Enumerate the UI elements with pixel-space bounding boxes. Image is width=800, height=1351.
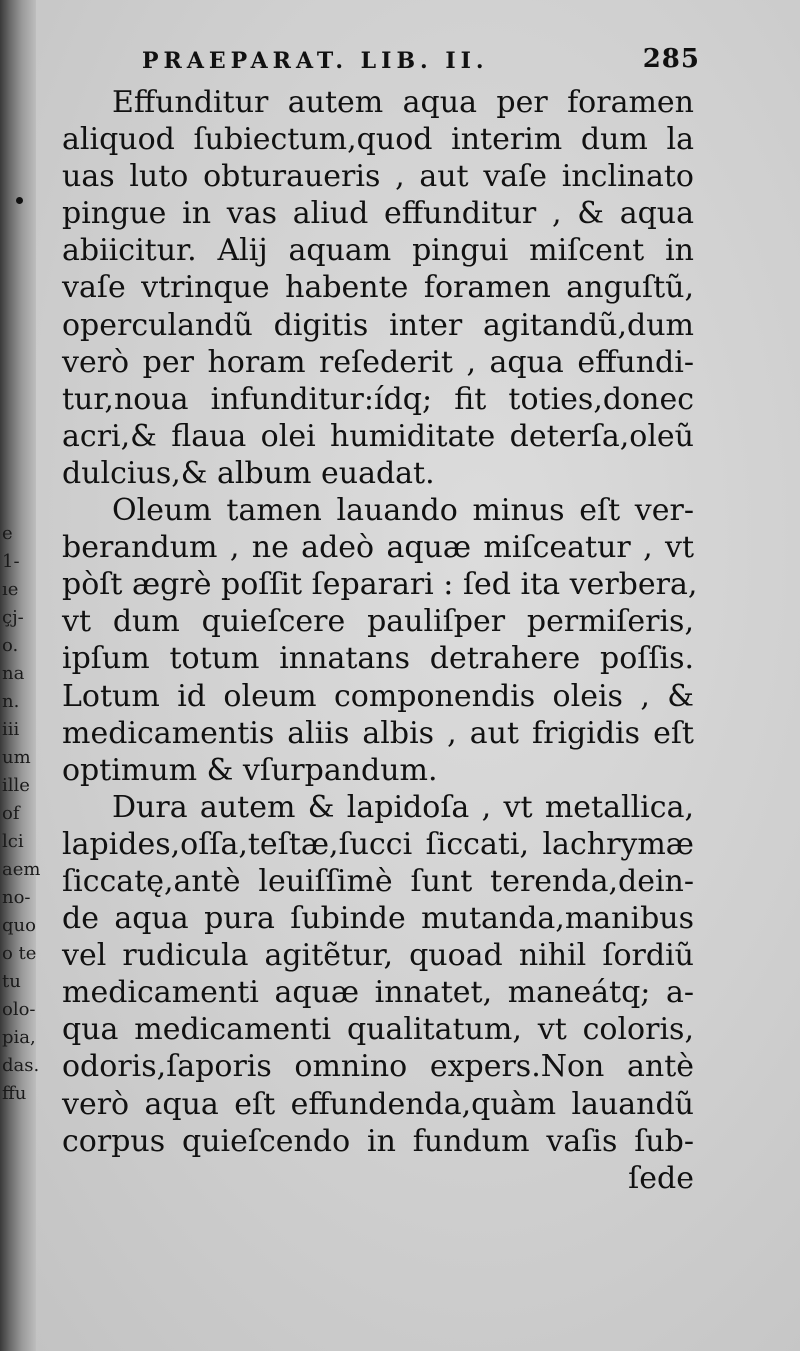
text-line: uas luto obturaueris , aut vaſe inclinato [62,159,694,195]
text-line: vt dum quieſcere pauliſper permiſeris, [62,604,694,640]
text-line: abiicitur. Alij aquam pingui miſcent in [62,233,694,269]
gutter-fragment: iii [2,719,20,740]
gutter-fragment: ffu [2,1083,27,1104]
gutter-fragment: das. [2,1055,40,1076]
running-head [62,40,712,84]
running-head-title: PRAEPARAT. LIB. II. [142,48,489,74]
text-line: pingue in vas aliud effunditur , & aqua [62,196,694,232]
text-line: pòſt ægrè poſſit ſeparari : ſed ita verbera, [62,567,698,603]
gutter-fragment: pia, [2,1027,36,1048]
gutter-fragment: olo- [2,999,36,1020]
text-line: acri,& flaua olei humiditate deterſa,oleũ [62,418,694,454]
gutter-fragment: aem [2,859,41,880]
page-number: 285 [642,44,700,74]
text-line: tur,noua infunditur:ídq; fit toties,donec [62,381,694,417]
text-line: corpus quieſcendo in fundum vaſis ſub- [62,1123,694,1159]
text-line: lapides,oſſa,teſtæ,ſucci ſiccati, lachrymæ [62,826,694,862]
text-line: Oleum tamen lauando minus eſt ver- [112,493,694,529]
text-line: medicamenti aquæ innatet, maneátq; a- [62,975,694,1011]
text-line: medicamentis aliis albis , aut frigidis eſt [62,715,694,751]
gutter-fragment: tu [2,971,21,992]
book-page [62,40,712,1197]
text-line: berandum , ne adeò aquæ miſceatur , vt [62,530,694,566]
text-line: vel rudicula agitẽtur, quoad nihil ſordiũ [62,938,694,974]
gutter-fragment: o te [2,943,37,964]
body-text [62,84,712,1197]
text-line: aliquod ſubiectum,quod interim dum la [62,122,694,158]
gutter-fragment: of [2,803,20,824]
text-line: Effunditur autem aqua per foramen [112,85,694,120]
gutter-fragment: na [2,663,25,684]
text-line: verò aqua eſt effundenda,quàm lauandũ [62,1086,694,1122]
text-line: ipſum totum innatans detrahere poſſis. [62,641,694,677]
gutter-fragment: n. [2,691,20,712]
text-line: operculandũ digitis inter agitandũ,dum [62,307,694,343]
gutter-fragment: um [2,747,31,768]
text-line: qua medicamenti qualitatum, vt coloris, [62,1012,694,1048]
gutter-fragment: no- [2,887,31,908]
text-line: dulcius,& album euadat. [62,455,435,491]
text-line: verò per horam reſederit , aqua effundi- [62,344,694,380]
text-line: Lotum id oleum componendis oleis , & [62,678,694,714]
gutter-fragment: quo [2,915,36,936]
catchword: ſede [628,1160,694,1196]
gutter-fragment: 1- [2,551,20,572]
text-line: optimum & vſurpandum. [62,752,438,788]
ink-dot-mark [16,197,23,204]
gutter-fragment: ıe [2,579,19,600]
text-line: odoris,ſaporis omnino expers.Non antè [62,1049,694,1085]
gutter-fragment: çj- [2,607,24,628]
text-line: ſiccatę,antè leuiſſimè ſunt terenda,dein- [62,863,694,899]
text-line: vaſe vtrinque habente foramen anguſtũ, [62,270,694,306]
gutter-fragment: e [2,523,13,544]
gutter-fragment: lci [2,831,24,852]
text-line: Dura autem & lapidoſa , vt metallica, [112,789,694,825]
gutter-fragment: o. [2,635,19,656]
facing-page-text-fragments [2,520,41,1108]
text-line: de aqua pura ſubinde mutanda,manibus [62,901,694,937]
gutter-fragment: ille [2,775,30,796]
